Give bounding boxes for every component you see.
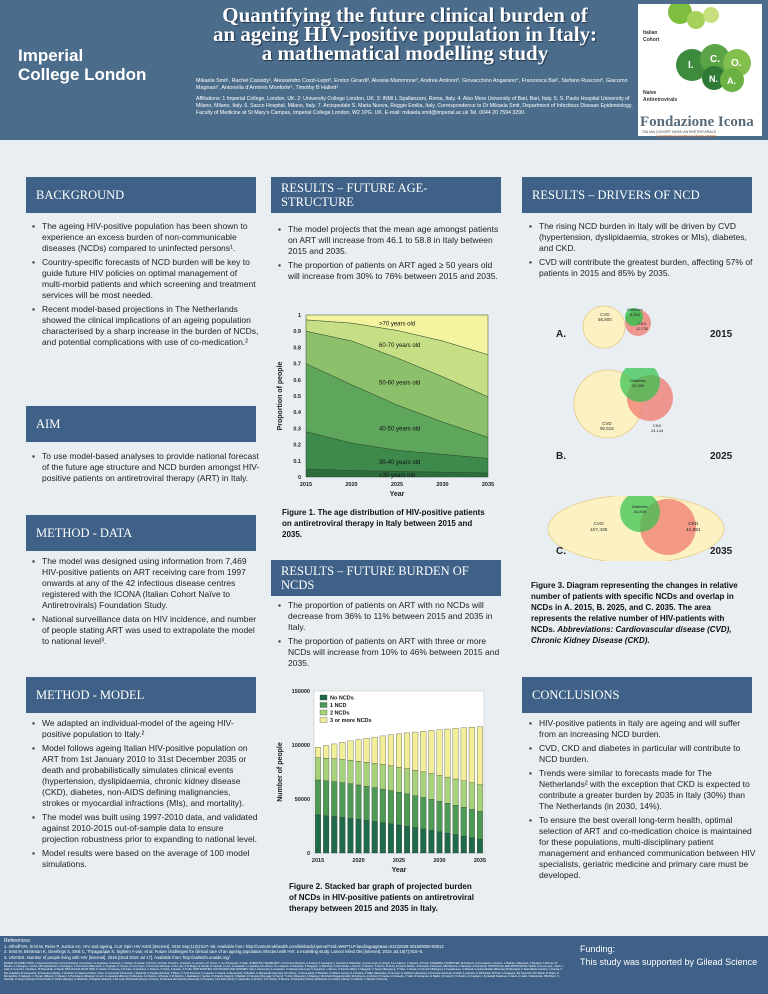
bar-segment bbox=[348, 818, 354, 853]
bar-segment bbox=[396, 767, 402, 792]
funding bbox=[580, 943, 757, 969]
aim-body bbox=[30, 451, 260, 487]
bar-segment bbox=[340, 817, 346, 853]
logo-conceived: Conceived by Professor Mauro Moroni bbox=[656, 134, 716, 138]
figure-3-caption-abbreviations: Abbreviations: Cardiovascular disease (CVD), Chronic Kidney Disease (CKD). bbox=[531, 625, 732, 645]
legend-label: 1 NCD bbox=[330, 703, 347, 709]
results-drivers-bullet: ▪ CVD will contribute the greatest burden, affecting 57% of patients in 2015 and 85% by 2035. bbox=[539, 257, 757, 279]
legend-swatch bbox=[320, 710, 327, 715]
legend-label: 3 or more NCDs bbox=[330, 718, 372, 724]
y-tick-label: 0.9 bbox=[293, 329, 301, 336]
title-line-1: Quantifying the future clinical burden of bbox=[222, 3, 588, 27]
bar-segment bbox=[429, 730, 435, 773]
bar-segment bbox=[429, 774, 435, 800]
legend-label: 2 NCDs bbox=[330, 710, 350, 717]
y-tick-label: 150000 bbox=[291, 689, 310, 695]
figure-1-caption: Figure 1. The age distribution of HIV-positive patients on antiretroviral therapy in Italy between 2015 and 2035. bbox=[282, 508, 485, 539]
bar-segment bbox=[315, 780, 321, 815]
method-model-bullet: ▪ The model was built using 1997-2010 data, and validated against 2010-2015 out-of-sample data to ensure projection robustness prior to expanding to national level. bbox=[42, 812, 260, 845]
bar-segment bbox=[429, 799, 435, 830]
logo-letter-i: I. bbox=[688, 60, 694, 71]
y-tick-label: 0.5 bbox=[293, 394, 301, 400]
funding-label: Funding: bbox=[580, 944, 616, 954]
area-series-label: >70 years old bbox=[379, 321, 416, 328]
results-age-bullet: ▪ The model projects that the mean age amongst patients on ART will increase from 46.1 to 58.8 in Italy between 2015 and 2035. bbox=[288, 224, 506, 257]
venn-2035-ckd-label: CKD bbox=[688, 522, 699, 527]
bar-segment bbox=[356, 761, 362, 785]
venn-2015-ckd-label: CKD bbox=[637, 321, 647, 326]
method-model-bullet: ▪ Model follows ageing Italian HIV-positive population on ART from 1st January 2010 to 31st December 2035 or death and probabilistically simulates clinical events (hypertension, dyslipidaemia, chronic kidney disease (CKD), diabetes, non-AIDS defining malignancies, strokes or myocardial infractions (MIs), and mortality). bbox=[42, 743, 260, 809]
results-ncd-bullet: ▪ The proportion of patients on ART with no NCDs will decrease from 36% to 11% between 2015 and 2035 in Italy. bbox=[288, 600, 506, 633]
logo-antiretrovirals: Antiretrovirals bbox=[643, 97, 678, 103]
venn-2025-year: 2025 bbox=[710, 451, 733, 462]
results-ncd-heading: RESULTS – FUTURE BURDEN OF NCDS bbox=[271, 560, 501, 596]
bar-segment bbox=[372, 788, 378, 822]
bar-segment bbox=[396, 734, 402, 767]
bar-segment bbox=[412, 828, 418, 853]
bar-segment bbox=[380, 764, 386, 789]
method-model-bullet: ▪ We adapted an individual-model of the ageing HIV-positive population to Italy.² bbox=[42, 718, 260, 740]
results-ncd-bullet: ▪ The proportion of patients on ART with three or more NCDs will increase from 10% to 46% between 2015 and 2035. bbox=[288, 636, 506, 669]
results-age-heading: RESULTS – FUTURE AGE-STRUCTURE bbox=[271, 177, 501, 213]
bar-segment bbox=[453, 779, 459, 805]
bar-segment bbox=[412, 796, 418, 828]
x-axis-label: Year bbox=[389, 491, 405, 498]
venn-2015-cvd-label: CVD bbox=[600, 312, 610, 317]
bar-segment bbox=[461, 781, 467, 807]
logo-letter-o: O. bbox=[731, 58, 742, 69]
area-series-label: 50-60 years old bbox=[379, 380, 421, 387]
bar-segment bbox=[315, 758, 321, 780]
y-axis-label: Number of people bbox=[277, 742, 284, 802]
venn-2025-ckd-value: 24,144 bbox=[651, 427, 664, 433]
conclusions-bullet: ▪ HIV-positive patients in Italy are ageing and will suffer from an increasing NCD burden. bbox=[539, 718, 757, 740]
bar-segment bbox=[315, 815, 321, 853]
background-body bbox=[30, 221, 260, 351]
venn-2035-ckd-value: 41,851 bbox=[686, 527, 701, 533]
y-tick-label: 0.3 bbox=[293, 426, 301, 433]
method-data-body bbox=[30, 556, 260, 650]
bar-segment bbox=[315, 747, 321, 758]
figure-2-caption: Figure 2. Stacked bar graph of projected burden of NCDs in HIV-positive patients on antiretroviral therapy between 2015 and 2035 in Italy. bbox=[289, 882, 474, 913]
poster-header bbox=[0, 0, 768, 140]
bar-segment bbox=[380, 823, 386, 853]
bar-segment bbox=[356, 819, 362, 853]
legend-swatch bbox=[320, 703, 327, 708]
venn-2015-letter: A. bbox=[556, 329, 566, 340]
bar-segment bbox=[461, 836, 467, 853]
bar-segment bbox=[323, 781, 329, 816]
x-tick-label: 2025 bbox=[390, 482, 404, 488]
y-tick-label: 50000 bbox=[294, 797, 310, 803]
bar-segment bbox=[404, 769, 410, 794]
x-tick-label: 2015 bbox=[299, 482, 313, 488]
background-bullet: ▪ Country-specific forecasts of NCD burden will be key to guide future HIV policies on optimal management of multi-morbid patients and which screening and treatment services will be most needed. bbox=[42, 257, 260, 301]
method-data-bullet: ▪ The model was designed using information from 7,469 HIV-positive patients on ART receiving care from 1997 onwards at any of the 42 infectious disease centres registered with the ICONA (Italian Cohort Naïve to Antiretrovirals) Foundation Study. bbox=[42, 556, 260, 611]
venn-2015-cvd-value: 55,800 bbox=[598, 317, 612, 322]
figure-2-ncd-bar-chart bbox=[270, 683, 506, 883]
bar-segment bbox=[469, 809, 475, 837]
venn-2015-ckd-value: 12,730 bbox=[636, 325, 649, 331]
y-tick-label: 100000 bbox=[291, 743, 310, 749]
bar-segment bbox=[331, 782, 337, 817]
bar-segment bbox=[340, 783, 346, 818]
bar-segment bbox=[477, 839, 483, 853]
bar-segment bbox=[364, 738, 370, 762]
bar-segment bbox=[445, 833, 451, 853]
legend-label: No NCDs bbox=[330, 695, 354, 702]
bar-segment bbox=[340, 742, 346, 759]
logo-letter-a: A. bbox=[727, 76, 736, 86]
bar-segment bbox=[420, 797, 426, 828]
bar-segment bbox=[412, 770, 418, 795]
poster-title bbox=[185, 3, 625, 65]
bar-segment bbox=[477, 785, 483, 812]
bar-segment bbox=[356, 740, 362, 762]
icona-logo bbox=[638, 4, 762, 136]
y-tick-label: 0.2 bbox=[293, 442, 301, 449]
bar-segment bbox=[331, 816, 337, 853]
bar-segment bbox=[453, 728, 459, 779]
bar-segment bbox=[469, 783, 475, 809]
conclusions-body bbox=[527, 718, 757, 884]
y-tick-label: 0.4 bbox=[293, 410, 301, 417]
venn-2035-cvd-label: CVD bbox=[593, 522, 604, 527]
bar-segment bbox=[469, 838, 475, 853]
venn-2025-cvd-value: 90,515 bbox=[600, 426, 614, 431]
background-bullet: ▪ The ageing HIV-positive population has been shown to experience an excess burden of non-communicable diseases (NCDs) compared to uninfected persons¹. bbox=[42, 221, 260, 254]
bar-segment bbox=[396, 825, 402, 853]
bar-segment bbox=[372, 763, 378, 787]
imperial-college-logo bbox=[18, 46, 148, 84]
bar-segment bbox=[404, 733, 410, 769]
area-series-label: 40-50 years old bbox=[379, 426, 421, 433]
logo-naive: Naive bbox=[643, 90, 657, 96]
conclusions-bullet: ▪ Trends were similar to forecasts made for The Netherlands² with the exception that CKD is expected to contribute a greater burden by 2035 in Italy (30%) than The Netherlands (in 2030, 14%). bbox=[539, 768, 757, 812]
venn-2025-circles bbox=[548, 368, 758, 463]
logo-letter-c: C. bbox=[710, 54, 720, 65]
legend-swatch bbox=[320, 718, 327, 723]
figure-1-age-distribution-chart bbox=[270, 305, 506, 501]
bar-segment bbox=[364, 820, 370, 853]
area-series-label: 30-40 years old bbox=[379, 459, 421, 466]
bar-segment bbox=[420, 731, 426, 772]
venn-2025 bbox=[548, 368, 758, 463]
bar-segment bbox=[372, 821, 378, 853]
bar-segment bbox=[388, 824, 394, 853]
venn-2025-cvd-label: CVD bbox=[602, 421, 612, 426]
x-tick-label: 2030 bbox=[433, 858, 446, 864]
bar-segment bbox=[437, 832, 443, 853]
area-series-label: 60-70 years old bbox=[379, 343, 421, 350]
affiliations: Affiliations: 1 Imperial College, London, UK. 2: University College London, UK. 3: INMI L Spallanzani, Roma, Italy. 4. Also Moro University of Bari, Bari, Italy. 5. S. Paolo Hospital University of Milano, Milano, Italy. 6. Sacco Hospital, Milano, Italy. 7. Arcispedale S. Maria Nuova, Reggio Emilia, Italy. Correspondence to Dr Mikaela Smit, Department of Infectious Disease Epidemiology, Faculty of Medicine at St Mary's Campus, Imperial College London, W2 1PG. UK. E-mail: mikaela.smit@imperial.ac.uk Tel. 0044 20 7594 3290. bbox=[196, 96, 633, 116]
bar-segment bbox=[453, 835, 459, 853]
venn-2015-diabetes-value: 8,363 bbox=[629, 311, 640, 317]
bar-segment bbox=[348, 784, 354, 819]
bar-segment bbox=[412, 732, 418, 770]
author-list: Mikaela Smit¹, Rachel Cassidy¹, Alessandro Cozzi-Lepri², Enrico Girardi³, Alessia Mammone³, Andrea Antinori³, Giovacchino Angarano⁴, Francesca Bai⁵, Stefano Rusconi⁶, Giacomo Magnani⁷, Antonella d'Arminio Monforte⁵, Timothy B Hallett¹ bbox=[196, 78, 628, 91]
bar-segment bbox=[331, 759, 337, 782]
bar-segment bbox=[331, 744, 337, 759]
bar-segment bbox=[380, 736, 386, 765]
x-tick-label: 2035 bbox=[473, 858, 487, 864]
bar-segment bbox=[429, 830, 435, 853]
logo-fondazione: Fondazione Icona bbox=[640, 114, 754, 130]
references bbox=[4, 939, 564, 982]
bar-segment bbox=[420, 829, 426, 853]
reference-3: 3. UNAIDS. Number of people living with HIV [Internet]. 2015 [cited 2016 Jul 17]. Available from: http://aidsinfo.unaids.org/ bbox=[4, 954, 230, 960]
legend-swatch bbox=[320, 695, 327, 700]
conclusions-heading: CONCLUSIONS bbox=[522, 677, 752, 713]
bar-segment bbox=[437, 730, 443, 776]
background-bullet: ▪ Recent model-based projections in The Netherlands showed the clinical implications of an ageing population characterised by a sharp increase in the burden of NCDs, and potential complications with use of co-medication.² bbox=[42, 304, 260, 348]
reference-2: 2. Smit M, Brinkman K, Geerlings S, Smit C, Thyagarajan K, Sighem A van, et al. Future challenges for clinical care of an ageing population infected with HIV: a modelling study. Lancet Infect Dis [Internet]. 2015 Jul;15(7):810–8. bbox=[4, 949, 424, 955]
bar-segment bbox=[445, 803, 451, 833]
results-drivers-bullet: ▪ The rising NCD burden in Italy will be driven by CVD (hypertension, dyslipidaemia, strokes or MIs), diabetes, and CKD. bbox=[539, 221, 757, 254]
x-tick-label: 2015 bbox=[311, 858, 325, 864]
results-drivers-heading: RESULTS – DRIVERS OF NCD bbox=[522, 177, 752, 213]
y-tick-label: 0.1 bbox=[293, 458, 301, 465]
bar-segment bbox=[364, 762, 370, 786]
bar-segment bbox=[437, 775, 443, 801]
bar-segment bbox=[445, 777, 451, 803]
venn-2025-diabetes-value: 22,989 bbox=[631, 382, 645, 388]
conclusions-bullet: ▪ CVD, CKD and diabetes in particular will contribute to NCD burden. bbox=[539, 743, 757, 765]
figure-3-caption bbox=[531, 580, 749, 646]
y-tick-label: 0.7 bbox=[293, 361, 301, 368]
bar-segment bbox=[445, 729, 451, 777]
logo-italian: Italian bbox=[643, 30, 658, 36]
method-model-bullet: ▪ Model results were based on the average of 100 model simulations. bbox=[42, 848, 260, 870]
logo-subtitle: ITALIAN COHORT NAIVE ANTIRETROVIRALS bbox=[642, 130, 716, 134]
bar-segment bbox=[380, 789, 386, 822]
conclusions-bullet: ▪ To ensure the best overall long-term health, optimal selection of ART and co-medication choice is maintained for these populations, multi-disciplinary patient management and enhanced communication between HIV specialists, geriatric medicine and primary care must be developed. bbox=[539, 815, 757, 881]
x-tick-label: 2020 bbox=[352, 858, 365, 864]
y-tick-label: 0 bbox=[297, 475, 301, 481]
x-axis-label: Year bbox=[391, 867, 407, 874]
poster-footer bbox=[0, 936, 768, 994]
venn-2025-letter: B. bbox=[556, 451, 566, 462]
bar-segment bbox=[388, 735, 394, 766]
reference-1: 1. Althoff KN, Smit M, Reiss P, Justice AC. HIV and ageing. Curr Opin HIV AIDS [Internet]. 2016 Sep;11(5):527–36. Available from: http://content.wkhealth.com/linkback/openurl?sid=WKPTLP:landingpage&an=01222929-201609000-00012 bbox=[4, 944, 444, 950]
results-age-bullet: ▪ The proportion of patients on ART aged ≥ 50 years old will increase from 30% to 76% between 2015 and 2035. bbox=[288, 260, 506, 282]
y-tick-label: 1 bbox=[297, 313, 301, 319]
bar-segment bbox=[348, 760, 354, 784]
bar-segment bbox=[396, 792, 402, 825]
bar-segment bbox=[372, 737, 378, 763]
x-tick-label: 2025 bbox=[392, 858, 406, 864]
bar-segment bbox=[388, 791, 394, 824]
bar-segment bbox=[404, 794, 410, 826]
venn-2035 bbox=[548, 496, 758, 561]
figure-3-caption-main: Figure 3. Diagram representing the changes in relative number of patients with specific NCDs and overlap in NCDs in A. 2015, B. 2025, and C. 2035. The area represents the relative number of HIV-patients with NCDs. bbox=[531, 581, 738, 634]
bar-segment bbox=[340, 759, 346, 782]
bar-segment bbox=[437, 801, 443, 832]
bar-segment bbox=[469, 727, 475, 783]
method-data-bullet: ▪ National surveillance data on HIV incidence, and number of people stating ART was used to extrapolate the model to national level³. bbox=[42, 614, 260, 647]
bar-segment bbox=[356, 785, 362, 819]
y-tick-label: 0.6 bbox=[293, 377, 301, 384]
aim-bullet: ▪ To use model-based analyses to provide national forecast of the future age structure and NCD burden amongst HIV-positive patients on antiretroviral therapy (ART) in Italy. bbox=[42, 451, 260, 484]
aim-heading: AIM bbox=[26, 406, 256, 442]
method-model-heading: METHOD - MODEL bbox=[26, 677, 256, 713]
bar-segment bbox=[323, 816, 329, 853]
method-data-heading: METHOD - DATA bbox=[26, 515, 256, 551]
x-tick-label: 2020 bbox=[345, 482, 358, 488]
venn-2035-year: 2035 bbox=[710, 546, 733, 557]
venn-2025-diabetes-label: Diabetes bbox=[630, 378, 646, 383]
bar-segment bbox=[461, 728, 467, 781]
funding-text: This study was supported by Gilead Science bbox=[580, 957, 758, 967]
venn-2015 bbox=[548, 305, 758, 365]
venn-2015-diabetes-label: Diabetes bbox=[627, 307, 643, 312]
logo-letter-n: N. bbox=[709, 74, 718, 84]
bar-segment bbox=[477, 811, 483, 839]
references-heading: References: bbox=[4, 938, 31, 944]
venn-2035-letter: C. bbox=[556, 546, 566, 557]
icona-board-list: BOARD OF DIRECTORS: A d'Arminio Monforte (Vice-President), M Andreoni, G Angarano, A Antinori, F Castelli, R Cauda, G Di Perri, M Galli, R Iardino, G Ippolito, A Lazzarin, CF Perno, F von Schloesser, P Viale. SCIENTIFIC SECRETARY: A d'Arminio Monforte, A Antinori, A Castagna, F Ceccherini-Silberstein, A Cozzi-Lepri, E Girardi, S Lo Caputo, C Mussini, M Puoti. STEERING COMMITTEE: M Andreoni, A Ammassari, A Antinori, C Balotta, A Bandera, P Bonfanti, S Bonora, M Borderi, A Calcagno, L Calza, MR Capobianchi, A Castagna, F Ceccherini-Silberstein, A Cingolani, P Cinque, A Cozzi-Lepri, A d'Arminio Monforte, A De Luca, A Di Biagio, E Girardi, N Gianotti, A Gori, G Guaraldi, G Lapadula, M Lichtner, S Lo Caputo, G Madeddu, F Maggiolo, G Marchetti, S Marcotullio, L Monno, C Mussini, S Nozza, M Puoti, E Quiros Roldan, R Rossotti, S Rusconi, MM Santoro, A Saracino, M Zaccarelli. STATISTICAL AND MONITORING TEAM: A Cozzi-Lepri, I Fanti, L Galli, P Lorenzini, A Rodano, M Shanyinde, A Tavelli. BIOLOGICAL BANK INMI: F Carletti, S Carrara, A Di Caro, S Graziano, F Petrone, G Prota, S Quartu, S Truffa. PARTICIPATING PHYSICIANS AND CENTERS: Italy A Giacometti, A Costantini, C Valeriani (Ancona); G Angarano, L Monno, C Santoro (Bari); F Maggiolo, C Suardi (Bergamo); P Viale, V Donati, G Verucchi (Bologna); F Castelnuovo, C Minardi, E Quiros Roldan (Brescia); B Menzaghi, C Abeli (Busto Arsizio); L Chessa, F Pes (Cagliari); B Cacopardo, B Celesia (Catania); J Vecchiet, K Falasca (Chieti); A Pan, S Lorenzotti (Cremona); L Sighinolfi, D Segala (Ferrara); P Blanc, F Vichi (Firenze); G Cassola, C Viscoli, A Alessandrini, N Bobbio, G Mazzarello (Genova); M Lichtner, S Vita (Latina); P Bonfanti, C Molteni (Lecco); A Chiodera, P Milini (Macerata); G Nunnari, G Pellicanò (Messina); A d'Arminio Monforte, M Galli, A Lazzarin, G Rizzardini, M Puoti, A Castagna, ES Cannizzo, MC Moioli, R Piolini, D Bernacchia, S Salpietro, C Tincati, (Milano); C Mussini, C Puzzolante (Modena); A Gori, G Lapadula (Monza); N Abrescia, A Chirianni, G Borgia, F Di Martino, L Maddaloni, I Gentile, R Orlando (Napoli); F Baldelli, D Francisci (Perugia); G Parruti, T Ursini (Pescara); G Magnani, MA Ursitti (Reggio Emilia); M Andreoni, A Antinori, R Cauda, A Cristaudo, V Vullo, R Acinapura, G Baldin, M Capozzi, S Cicalini, A Cingolani, L Fontanelli Sulekova, G Iaiani, A Latini, I Mastrorosa, MM Plazzi, S Savinelli, A Vergori (Roma); M Cecchetto, F Viviani (Rovigo); G Madeddu, P Bagella (Sassari); A De Luca, B Rossetti (Siena); A Franco, R Fontana Del Vecchio (Siracusa); D Francisci, C Di Giuli (Terni); P Caramello, G Di Perri, GC Orofino, S Bonora, M Sciandra (Torino); M Bassetti, A Londero (Udine); G Pellizzer, V Manfrin (Vicenza). bbox=[4, 961, 564, 982]
area-series-label: <30 years old bbox=[379, 473, 416, 480]
bar-segment bbox=[388, 766, 394, 791]
bar-segment bbox=[348, 741, 354, 760]
results-drivers-body bbox=[527, 221, 757, 282]
venn-2035-cvd-value: 107,435 bbox=[590, 527, 608, 533]
bar-segment bbox=[477, 727, 483, 785]
x-tick-label: 2035 bbox=[481, 482, 495, 488]
college-name: Imperial College London bbox=[18, 46, 147, 84]
bar-segment bbox=[453, 805, 459, 834]
bar-segment bbox=[323, 758, 329, 781]
bar-segment bbox=[404, 826, 410, 853]
venn-2025-ckd-label: CKD bbox=[652, 423, 662, 428]
venn-2015-year: 2015 bbox=[710, 329, 733, 340]
y-tick-label: 0.8 bbox=[293, 345, 301, 352]
title-line-2: an ageing HIV-positive population in Italy: bbox=[212, 22, 598, 46]
logo-cohort: Cohort bbox=[643, 37, 660, 43]
x-tick-label: 2030 bbox=[436, 482, 449, 488]
bar-segment bbox=[323, 746, 329, 759]
results-age-body bbox=[276, 224, 506, 285]
method-model-body bbox=[30, 718, 260, 873]
venn-2035-diabetes-value: 34,805 bbox=[633, 508, 647, 514]
results-ncd-body bbox=[276, 600, 506, 672]
bar-segment bbox=[461, 807, 467, 836]
venn-2035-diabetes-label: Diabetes bbox=[632, 504, 648, 509]
title-line-3: a mathematical modelling study bbox=[261, 41, 549, 65]
y-tick-label: 0 bbox=[306, 851, 310, 857]
background-heading: BACKGROUND bbox=[26, 177, 256, 213]
y-axis-label: Proportion of people bbox=[277, 361, 284, 431]
bar-segment bbox=[364, 786, 370, 820]
bar-segment bbox=[420, 772, 426, 798]
